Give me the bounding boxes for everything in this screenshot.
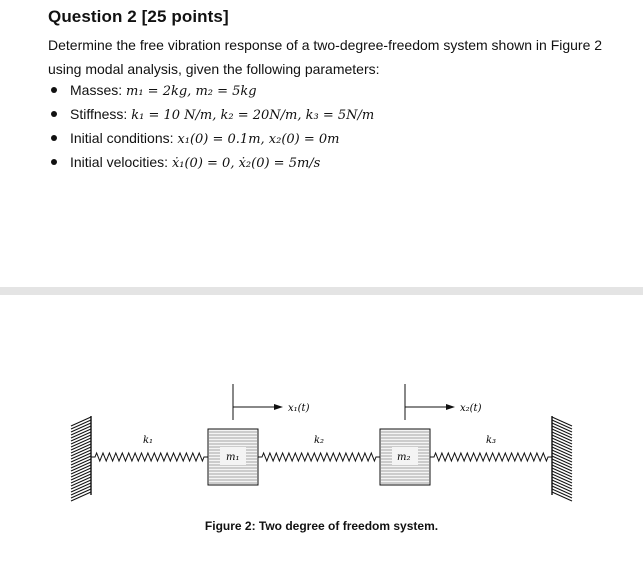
x2-label: x₂(t) xyxy=(460,403,482,414)
parameter-list xyxy=(48,78,374,174)
list-item-stiffness xyxy=(48,102,374,126)
list-item-initial-velocities xyxy=(48,150,374,174)
spring-k1 xyxy=(91,453,208,461)
figure-caption: Figure 2: Two degree of freedom system. xyxy=(204,519,439,533)
bullet-icon xyxy=(51,135,57,141)
param-value: m₁ = 2kg, m₂ = 5kg xyxy=(126,84,257,99)
m2-label: m₂ xyxy=(397,452,411,463)
question-prompt: Determine the free vibration response of a two-degree-freedom system shown in Figure 2 using modal analysis, given the following parameters: xyxy=(48,37,603,77)
param-label: Initial conditions: xyxy=(70,130,174,146)
bullet-icon xyxy=(51,111,57,117)
x1-label: x₁(t) xyxy=(288,403,310,414)
list-item-masses xyxy=(48,78,374,102)
param-label: Masses: xyxy=(70,82,123,98)
k1-label: k₁ xyxy=(143,435,154,446)
spring-k2 xyxy=(258,453,380,461)
k2-label: k₂ xyxy=(314,435,325,446)
m1-label: m₁ xyxy=(226,452,240,463)
displacement-x2-arrow xyxy=(405,384,455,420)
bullet-icon xyxy=(51,159,57,165)
list-item-initial-conditions xyxy=(48,126,374,150)
spring-k3 xyxy=(430,453,552,461)
left-wall-icon xyxy=(71,416,91,501)
section-divider xyxy=(0,287,643,295)
right-wall-icon xyxy=(552,416,572,501)
question-title: Question 2 [25 points] xyxy=(48,7,229,26)
param-value: k₁ = 10 N/m, k₂ = 20N/m, k₃ = 5N/m xyxy=(131,108,375,123)
bullet-icon xyxy=(51,87,57,93)
k3-label: k₃ xyxy=(486,435,497,446)
param-value: ẋ₁(0) = 0, ẋ₂(0) = 5m/s xyxy=(171,156,321,171)
param-value: x₁(0) = 0.1m, x₂(0) = 0m xyxy=(177,132,340,147)
param-label: Stiffness: xyxy=(70,106,128,122)
param-label: Initial velocities: xyxy=(70,154,169,170)
displacement-x1-arrow xyxy=(233,384,283,420)
